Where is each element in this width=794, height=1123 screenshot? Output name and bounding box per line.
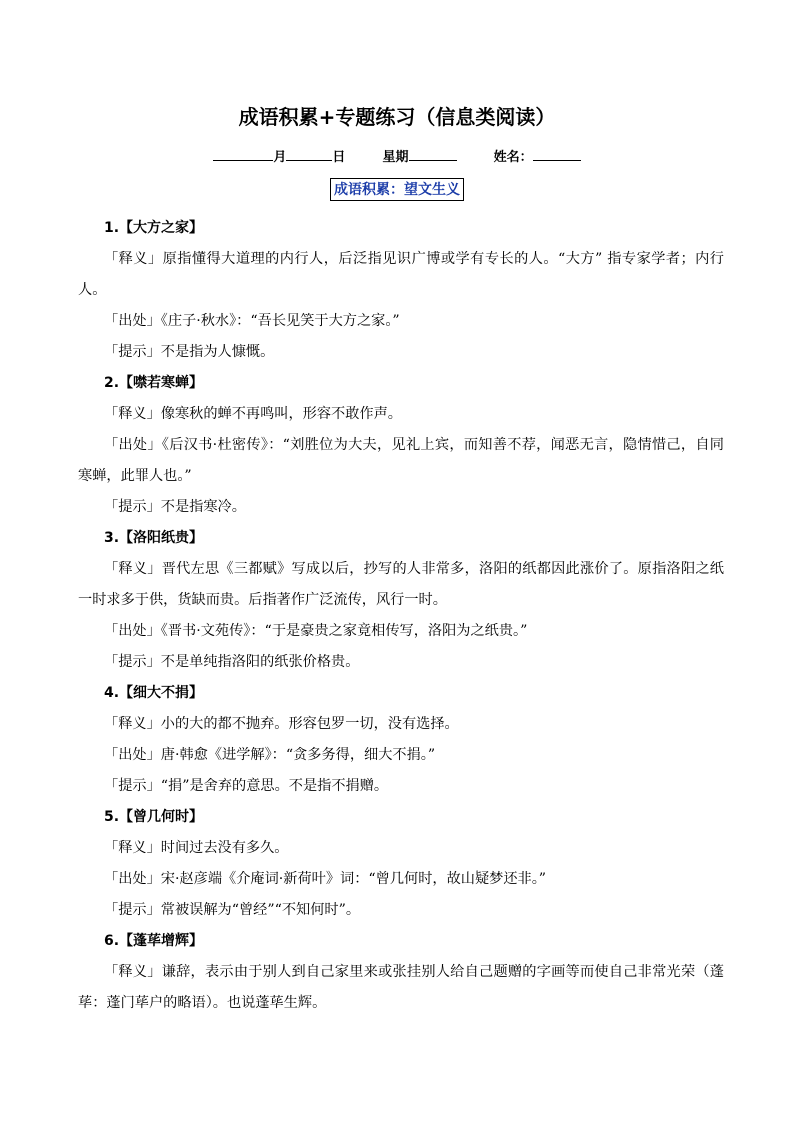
idiom-meaning: 「释义」晋代左思《三都赋》写成以后，抄写的人非常多，洛阳的纸都因此涨价了。原指洛阳之纸一时求多于供，货缺而贵。后指著作广泛流传，风行一时。: [78, 561, 724, 608]
idiom-entry: [78, 678, 724, 802]
idiom-tip: 「提示」不是单纯指洛阳的纸张价格贵。: [104, 654, 360, 670]
idiom-entry: [78, 523, 724, 678]
idiom-entry: [78, 802, 724, 926]
name-label: 姓名：: [493, 150, 533, 165]
idiom-meaning: 「释义」谦辞，表示由于别人到自己家里来或张挂别人给自己题赠的字画等而使自己非常光荣（蓬荜：蓬门荜户的略语）。也说蓬荜生辉。: [78, 964, 724, 1011]
idiom-source: 「出处」《后汉书·杜密传》：“刘胜位为大夫，见礼上宾，而知善不荐，闻恶无言，隐情惜己，自同寒蝉，此罪人也。”: [78, 437, 724, 484]
section-title: 成语积累：望文生义: [330, 178, 464, 201]
idiom-source: 「出处」唐·韩愈《进学解》：“贪多务得，细大不捐。”: [104, 747, 436, 763]
page-title: 成语积累+专题练习（信息类阅读）: [238, 105, 556, 129]
idiom-tip: 「提示」不是指寒冷。: [104, 499, 246, 515]
idiom-heading: 3.【洛阳纸贵】: [104, 530, 204, 546]
idiom-source: 「出处」《晋书·文苑传》：“于是豪贵之家竟相传写，洛阳为之纸贵。”: [104, 623, 528, 639]
idiom-heading: 6.【蓬荜增辉】: [104, 933, 204, 949]
name-blank[interactable]: [533, 145, 581, 161]
weekday-label: 星期: [382, 150, 409, 165]
month-blank[interactable]: [213, 145, 273, 161]
idiom-entry: [78, 926, 724, 1019]
idiom-heading: 5.【曾几何时】: [104, 809, 204, 825]
idiom-meaning: 「释义」时间过去没有多久。: [104, 840, 289, 856]
idiom-tip: 「提示」常被误解为“曾经”“不知何时”。: [104, 902, 361, 918]
month-label: 月: [273, 150, 287, 165]
idiom-meaning: 「释义」小的大的都不抛弃。形容包罗一切，没有选择。: [104, 716, 459, 732]
idiom-heading: 4.【细大不捐】: [104, 685, 204, 701]
idiom-tip: 「提示」“捐”是舍弃的意思。不是指不捐赠。: [104, 778, 389, 794]
day-blank[interactable]: [286, 145, 332, 161]
idiom-source: 「出处」《庄子·秋水》：“吾长见笑于大方之家。”: [104, 313, 400, 329]
idiom-tip: 「提示」不是指为人慷慨。: [104, 344, 275, 360]
idiom-entry: [78, 368, 724, 523]
weekday-blank[interactable]: [409, 145, 457, 161]
idiom-heading: 1.【大方之家】: [104, 220, 204, 236]
idiom-list: [78, 213, 724, 1019]
info-line: [0, 145, 794, 168]
idiom-heading: 2.【噤若寒蝉】: [104, 375, 204, 391]
idiom-meaning: 「释义」像寒秋的蝉不再鸣叫，形容不敢作声。: [104, 406, 402, 422]
idiom-meaning: 「释义」原指懂得大道理的内行人，后泛指见识广博或学有专长的人。“大方” 指专家学者；内行人。: [78, 251, 724, 298]
idiom-source: 「出处」宋·赵彦端《介庵词·新荷叶》词：“曾几何时，故山疑梦还非。”: [104, 871, 547, 887]
day-label: 日: [332, 150, 346, 165]
idiom-entry: [78, 213, 724, 368]
